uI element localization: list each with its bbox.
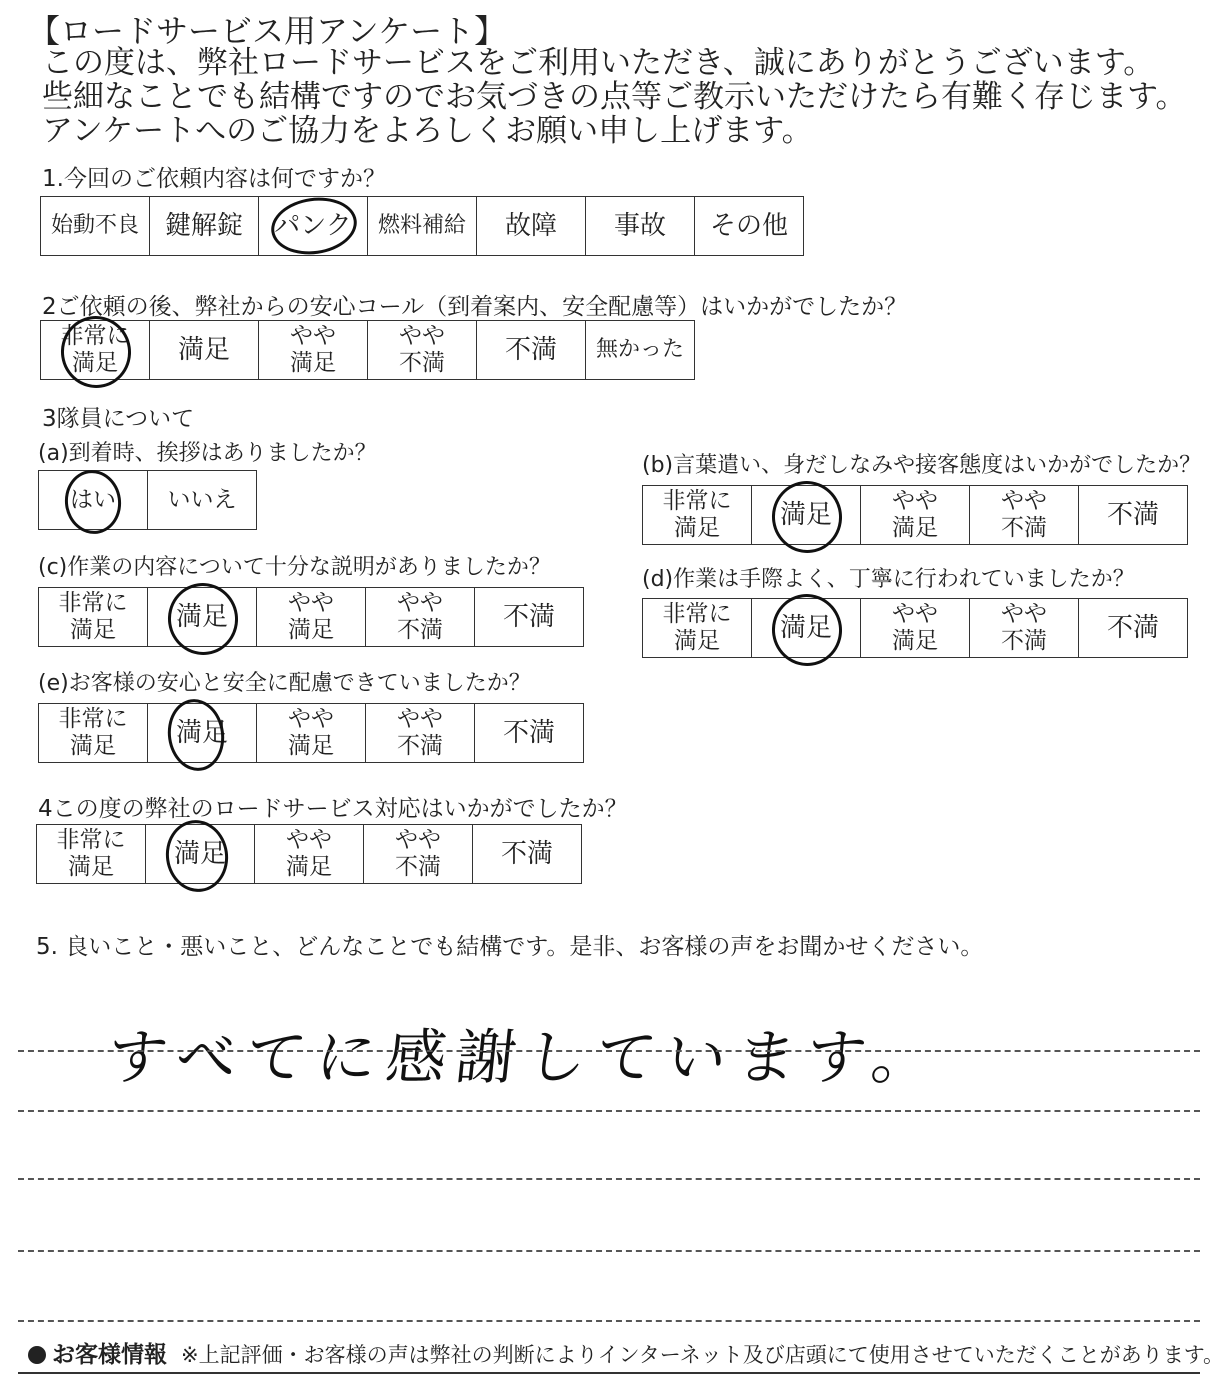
q2-option[interactable]: やや 不満 (368, 321, 477, 380)
q4-option[interactable]: 非常に 満足 (37, 825, 146, 884)
q1-option-selected[interactable] (259, 197, 368, 256)
q2-label: 2ご依頼の後、弊社からの安心コール（到着案内、安全配慮等）はいかがでしたか？ (42, 294, 908, 320)
q3d-option[interactable]: 不満 (1079, 599, 1188, 658)
q3a-option-selected[interactable] (39, 471, 148, 530)
answer-line (18, 1250, 1200, 1252)
q2-option[interactable]: 満足 (150, 321, 259, 380)
q3c-option-selected[interactable] (148, 588, 257, 647)
q3a-option-text: はい (70, 487, 116, 513)
q3b-options (642, 485, 1188, 545)
q1-label: 1.今回のご依頼内容は何ですか？ (42, 166, 386, 192)
q4-option[interactable]: やや 満足 (255, 825, 364, 884)
q2-option[interactable]: やや 満足 (259, 321, 368, 380)
q2-option[interactable]: 不満 (477, 321, 586, 380)
answer-line (18, 1050, 1200, 1052)
q3d-option-text: 満足 (779, 613, 832, 643)
q3e-option-selected[interactable] (148, 704, 257, 763)
q3b-option[interactable]: やや 不満 (970, 486, 1079, 545)
q3d-option-selected[interactable] (752, 599, 861, 658)
q3d-options (642, 598, 1188, 658)
q2-options (40, 320, 695, 380)
q3b-option[interactable]: 非常に 満足 (643, 486, 752, 545)
q3c-option[interactable]: やや 満足 (257, 588, 366, 647)
q3e-label: (e)お客様の安心と安全に配慮できていましたか？ (38, 671, 531, 696)
q3b-label: (b)言葉遣い、身だしなみや接客態度はいかがでしたか？ (642, 453, 1202, 478)
q3d-option[interactable]: やや 満足 (861, 599, 970, 658)
q4-label: 4この度の弊社のロードサービス対応はいかがでしたか？ (38, 796, 628, 822)
survey-intro (42, 46, 1187, 148)
intro-line: この度は、弊社ロードサービスをご利用いただき、誠にありがとうございます。 (42, 45, 1155, 81)
intro-line: アンケートへのご協力をよろしくお願い申し上げます。 (42, 113, 813, 149)
q2-option-text: 非常に 満足 (60, 323, 130, 376)
q4-option[interactable]: やや 不満 (364, 825, 473, 884)
handwritten-answer: すべてに感謝しています。 (103, 1023, 946, 1093)
intro-line: 些細なことでも結構ですのでお気づきの点等ご教示いただけたら有難く存じます。 (42, 79, 1187, 115)
q3b-option[interactable]: やや 満足 (861, 486, 970, 545)
q3c-option[interactable]: 非常に 満足 (39, 588, 148, 647)
usage-note: ※上記評価・お客様の声は弊社の判断によりインターネット及び店頭にて使用させていただくことがあります。 (181, 1343, 1225, 1367)
q3e-options (38, 703, 584, 763)
q3d-option[interactable]: やや 不満 (970, 599, 1079, 658)
answer-line (18, 1110, 1200, 1112)
q3-label: 3隊員について (42, 406, 195, 432)
q3b-option-text: 満足 (779, 500, 832, 530)
q4-option-text: 満足 (173, 839, 226, 869)
q3a-option[interactable]: いいえ (148, 471, 257, 530)
q3c-option[interactable]: やや 不満 (366, 588, 475, 647)
q5-label: 5. 良いこと・悪いこと、どんなことでも結構です。是非、お客様の声をお聞かせください。 (36, 934, 984, 960)
bullet-icon (28, 1346, 46, 1364)
customer-info (28, 1336, 1224, 1369)
customer-info-label: お客様情報 (52, 1342, 167, 1368)
q4-option-selected[interactable] (146, 825, 255, 884)
q3a-label: (a)到着時、挨拶はありましたか？ (38, 441, 377, 466)
q3c-label: (c)作業の内容について十分な説明がありましたか？ (38, 555, 551, 580)
q3d-label: (d)作業は手際よく、丁寧に行われていましたか？ (642, 567, 1135, 592)
q1-options (40, 196, 804, 256)
q3c-option-text: 満足 (175, 602, 228, 632)
q1-option-text: パンク (274, 211, 352, 241)
q3c-option[interactable]: 不満 (475, 588, 584, 647)
q1-option[interactable]: 鍵解錠 (150, 197, 259, 256)
answer-line (18, 1178, 1200, 1180)
q3b-option-selected[interactable] (752, 486, 861, 545)
q4-option[interactable]: 不満 (473, 825, 582, 884)
survey-title: 【ロードサービス用アンケート】 (28, 12, 507, 50)
q1-option[interactable]: その他 (695, 197, 804, 256)
q3e-option[interactable]: 不満 (475, 704, 584, 763)
q3e-option-text: 満足 (175, 718, 228, 748)
q3e-option[interactable]: やや 不満 (366, 704, 475, 763)
divider (18, 1372, 1200, 1374)
answer-line (18, 1320, 1200, 1322)
q1-option[interactable]: 燃料補給 (368, 197, 477, 256)
q3a-options (38, 470, 257, 530)
q3c-options (38, 587, 584, 647)
q4-options (36, 824, 582, 884)
q1-option[interactable]: 故障 (477, 197, 586, 256)
q2-option-selected[interactable] (41, 321, 150, 380)
q3d-option[interactable]: 非常に 満足 (643, 599, 752, 658)
q1-option[interactable]: 事故 (586, 197, 695, 256)
q1-option[interactable]: 始動不良 (41, 197, 150, 256)
q3e-option[interactable]: やや 満足 (257, 704, 366, 763)
q3e-option[interactable]: 非常に 満足 (39, 704, 148, 763)
q2-option[interactable]: 無かった (586, 321, 695, 380)
q3b-option[interactable]: 不満 (1079, 486, 1188, 545)
